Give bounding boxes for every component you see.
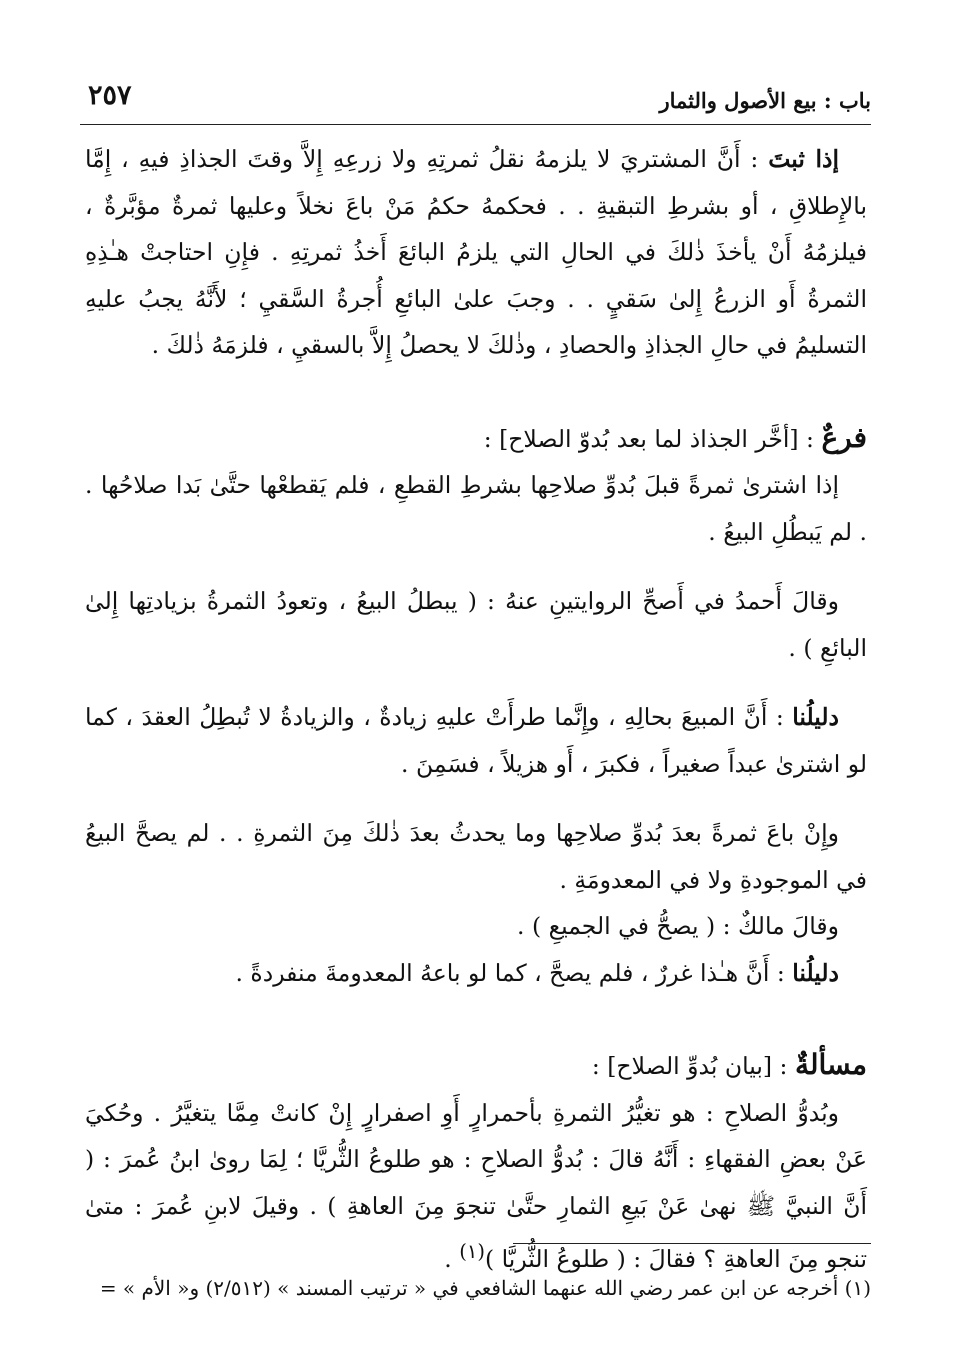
paragraph-lead: دليلُنا bbox=[792, 703, 839, 731]
section-heading bbox=[85, 1042, 867, 1090]
paragraph bbox=[85, 136, 867, 369]
paragraph bbox=[85, 1090, 867, 1283]
paragraph bbox=[85, 903, 867, 950]
header-divider bbox=[80, 124, 871, 125]
paragraph bbox=[85, 462, 867, 555]
paragraph bbox=[85, 950, 867, 997]
paragraph-text: وإِنْ باعَ ثمرةً بعدَ بُدوِّ صلاحِها وما يحدثُ بعدَ ذٰلكَ مِنَ الثمرةِ . . لم يصحَّ البيعُ في الموجودةِ ولا في المعدومَةِ . bbox=[85, 819, 867, 894]
paragraph-lead: إذا ثبتَ bbox=[768, 145, 839, 173]
paragraph-text: وبُدوُّ الصلاحِ : هو تغيُّرُ الثمرةِ بأحمرارٍ أَوِ اصفرارٍ إِنْ كانتْ مِمَّا يتغيَّرُ . وحُكيَ عَنْ بعضِ الفقهاءِ : أَنَّهُ قالَ : بُدوُّ الصلاحِ : هو طلوعُ الثُّريَّا ؛ لِمَا روىٰ ابنُ عُمرَ : ( أَنَّ النبيَّ ﷺ نهىٰ عَنْ بَيعِ الثمارِ حتَّىٰ تنجوَ مِنَ العاهةِ ) . وقيلَ لابنِ عُمرَ : متىٰ تنجو مِنَ العاهةِ ؟ فقالَ : ( طلوعُ الثُّريَّا ) bbox=[85, 1098, 867, 1273]
closing-period: . bbox=[444, 1244, 460, 1273]
section-title: : [بيان بُدوِّ الصلاح] : bbox=[591, 1052, 795, 1080]
page-body bbox=[85, 136, 867, 1282]
paragraph-text: وقالَ مالكٌ : ( يصحُّ في الجميعِ ) . bbox=[517, 912, 839, 940]
paragraph-text: إذا اشترىٰ ثمرةً قبلَ بُدوِّ صلاحِها بشرطِ القطعِ ، فلم يَقطعْها حتَّىٰ بَدا صلاحُها . . لم يَبطُلِ البيعُ . bbox=[85, 471, 867, 546]
section-label: مسألةٌ bbox=[794, 1048, 867, 1081]
section-heading bbox=[85, 415, 867, 463]
page-header bbox=[80, 78, 871, 124]
footnote-marker: (١) bbox=[459, 1240, 485, 1263]
paragraph-lead: دليلُنا bbox=[792, 958, 839, 987]
paragraph-text: : أَنَّ المبيعَ بحالِهِ ، وإِنَّما طرأَتْ عليهِ زيادةٌ ، والزيادةُ لا تُبطِلُ العقدَ ، كما لو اشترىٰ عبداً صغيراً ، فكبرَ ، أَو هزيلاً ، فسَمِنَ . bbox=[85, 703, 867, 778]
paragraph bbox=[85, 810, 867, 903]
paragraph-text: : أَنَّ المشتريَ لا يلزمهُ نقلُ ثمرتِهِ ولا زرعِهِ إِلاَّ وقتَ الجذاذِ فيهِ ، إِمَّا بالإِطلاقِ ، أو بشرطِ التبقيةِ . . فحكمهُ حكمُ مَنْ باعَ نخلاً وعليها ثمرةٌ مؤبَّرةٌ ، فيلزمُهُ أَنْ يأخذَ ذٰلكَ في الحالِ التي يلزمُ البائعَ أَخذُ ثمرتِهِ . فإِنِ احتاجتْ هـٰذِهِ الثمرةُ أَو الزرعُ إِلىٰ سَقيٍ . . وجبَ علىٰ البائعِ أُجرةُ السَّقيِ ؛ لأَنَّهُ يجبُ عليهِ التسليمُ في حالِ الجذاذِ والحصادِ ، وذٰلكَ لا يحصلُ إِلاَّ بالسقيِ ، فلزمَهُ ذٰلكَ . bbox=[85, 145, 867, 359]
chapter-title: باب : بيع الأصول والثمار bbox=[659, 88, 871, 113]
footnote: (١) أخرجه عن ابن عمر رضي الله عنهما الشافعي في « ترتيب المسند » (٢/٥١٢) و« الأم » = bbox=[99, 1276, 871, 1300]
paragraph bbox=[85, 578, 867, 671]
section-label: فرعٌ bbox=[821, 420, 867, 454]
section-title: : [أخَّر الجذاذ لما بعد بُدوّ الصلاح] : bbox=[483, 424, 822, 453]
footnote-divider bbox=[513, 1243, 871, 1244]
page-number: ٢٥٧ bbox=[88, 80, 132, 111]
paragraph-text: وقالَ أَحمدُ في أَصحِّ الروايتينِ عنهُ : ( يبطلُ البيعُ ، وتعودُ الثمرةُ بزيادتِها إِلىٰ البائعِ ) . bbox=[85, 587, 867, 662]
paragraph-text: : أَنَّ هـٰذا غررٌ ، فلم يصحَّ ، كما لو باعهُ المعدومةَ منفردةً . bbox=[235, 958, 793, 987]
paragraph bbox=[85, 694, 867, 787]
